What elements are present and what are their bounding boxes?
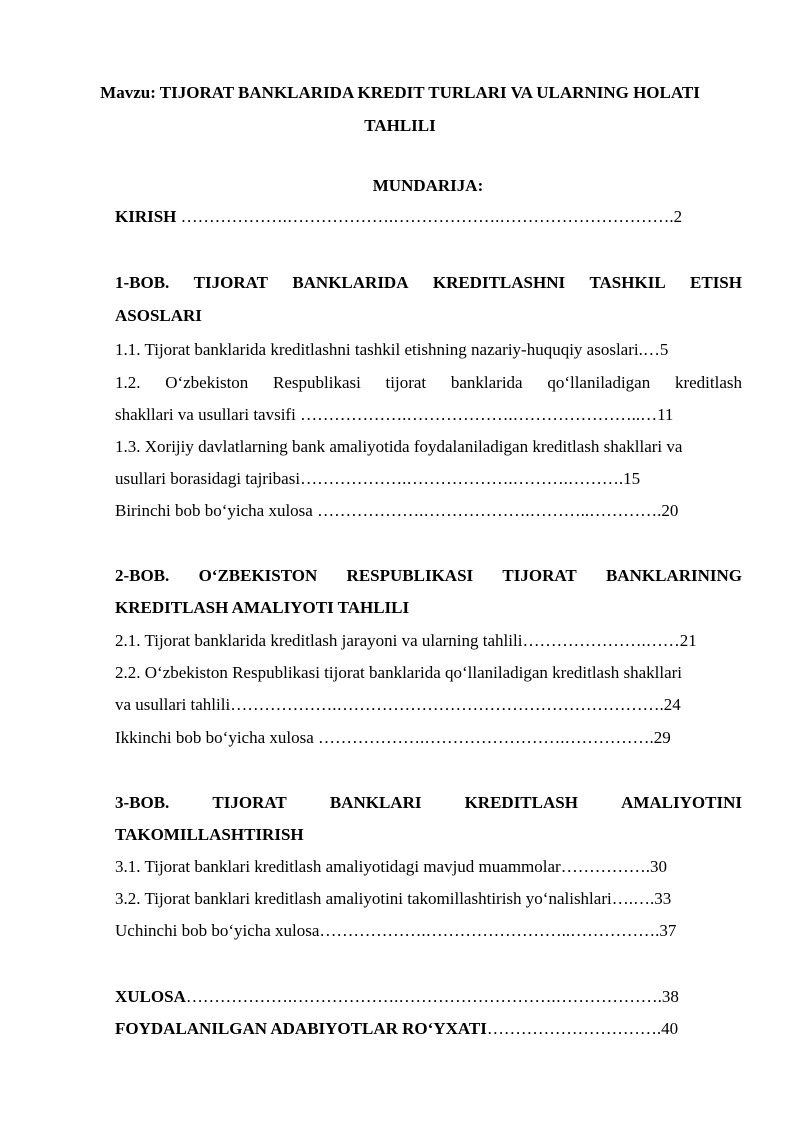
chapter3-heading[interactable] [115,793,742,813]
chapter2-heading-word: TIJORAT [502,566,577,585]
toc-entry-conclusion[interactable] [115,987,742,1007]
toc-entry-2-2[interactable]: 2.2. O‘zbekiston Respublikasi tijorat banklarida qo‘llaniladigan kreditlash shakllari [115,663,683,682]
chapter1-heading-word: KREDITLASHNI [432,273,566,292]
references-page: 40 [661,1019,679,1038]
chapter3-heading-word: AMALIYOTINI [621,793,742,812]
toc-word: O‘zbekiston [165,373,249,392]
chapter2-heading-word: O‘ZBEKISTON [198,566,318,585]
chapter3-heading-word: 3-BOB. [115,793,170,812]
toc-entry-1-3-line2[interactable]: usullari borasidagi tajribasi……………….……………….……….……….15 [115,469,641,488]
toc-word: Respublikasi [273,373,361,392]
intro-label: KIRISH [115,207,177,226]
toc-entry-chapter2-summary[interactable]: Ikkinchi bob bo‘yicha xulosa ……………….…………………….…………….29 [115,728,671,747]
toc-entry-1-2[interactable] [115,373,742,393]
chapter1-heading-word: ETISH [690,273,742,292]
references-leader: …………………………. [486,1019,662,1038]
chapter1-heading-line2: ASOSLARI [115,306,202,325]
conclusion-leader: ……………….……………….……………………….………………. [185,987,662,1006]
toc-entry-chapter3-summary[interactable]: Uchinchi bob bo‘yicha xulosa……………….……………………..…………….37 [115,921,677,940]
intro-leader: ……………….……………….……………….…………………………. [176,207,674,226]
chapter1-heading-word: TASHKIL [589,273,666,292]
chapter2-heading-word: BANKLARINING [605,566,742,585]
document-title: Mavzu: TIJORAT BANKLARIDA KREDIT TURLARI VA ULARNING HOLATI TAHLILI [100,83,700,135]
toc-word: kreditlash [674,373,742,392]
toc-entry-2-2-line2[interactable]: va usullari tahlili……………….………………………………………………….24 [115,695,681,714]
toc-entry-references[interactable] [115,1019,742,1039]
chapter1-heading-word: BANKLARIDA [292,273,409,292]
toc-entry-3-1[interactable]: 3.1. Tijorat banklari kreditlash amaliyotidagi mavjud muammolar…………….30 [115,857,667,876]
toc-entry-3-2[interactable]: 3.2. Tijorat banklari kreditlash amaliyotini takomillashtirish yo‘nalishlari….….33 [115,889,672,908]
toc-entry-2-1[interactable]: 2.1. Tijorat banklarida kreditlash jarayoni va ularning tahlili………………….……21 [115,631,697,650]
toc-entry-chapter1-summary[interactable]: Birinchi bob bo‘yicha xulosa ……………….……………….………..………….20 [115,501,679,520]
conclusion-page: 38 [661,987,679,1006]
chapter1-heading-word: TIJORAT [193,273,268,292]
chapter2-heading[interactable] [115,566,742,586]
references-label: FOYDALANILGAN ADABIYOTLAR RO‘YXATI [115,1019,487,1038]
chapter3-heading-word: KREDITLASH [464,793,578,812]
chapter3-heading-word: BANKLARI [329,793,422,812]
toc-entry-1-1[interactable]: 1.1. Tijorat banklarida kreditlashni tashkil etishning nazariy-huquqiy asoslari.…5 [115,340,669,359]
toc-entry-1-3[interactable]: 1.3. Xorijiy davlatlarning bank amaliyotida foydalaniladigan kreditlash shakllari va [115,437,683,456]
intro-page: 2 [673,207,683,226]
toc-word: qo‘llaniladigan [547,373,651,392]
conclusion-label: XULOSA [115,987,186,1006]
toc-entry-intro[interactable] [115,207,742,227]
toc-word: banklarida [450,373,523,392]
chapter2-heading-word: 2-BOB. [115,566,170,585]
chapter2-heading-word: RESPUBLIKASI [346,566,474,585]
toc-entry-1-2-line2[interactable]: shakllari va usullari tavsifi ……………….……………….…………………..…11 [115,405,674,424]
contents-heading: MUNDARIJA: [372,176,484,195]
toc-word: tijorat [385,373,427,392]
toc-word: 1.2. [115,373,141,392]
chapter1-heading-word: 1-BOB. [115,273,170,292]
chapter2-heading-line2: KREDITLASH AMALIYOTI TAHLILI [115,598,410,617]
chapter3-heading-word: TIJORAT [212,793,287,812]
chapter1-heading[interactable] [115,273,742,293]
chapter3-heading-line2: TAKOMILLASHTIRISH [115,825,304,844]
